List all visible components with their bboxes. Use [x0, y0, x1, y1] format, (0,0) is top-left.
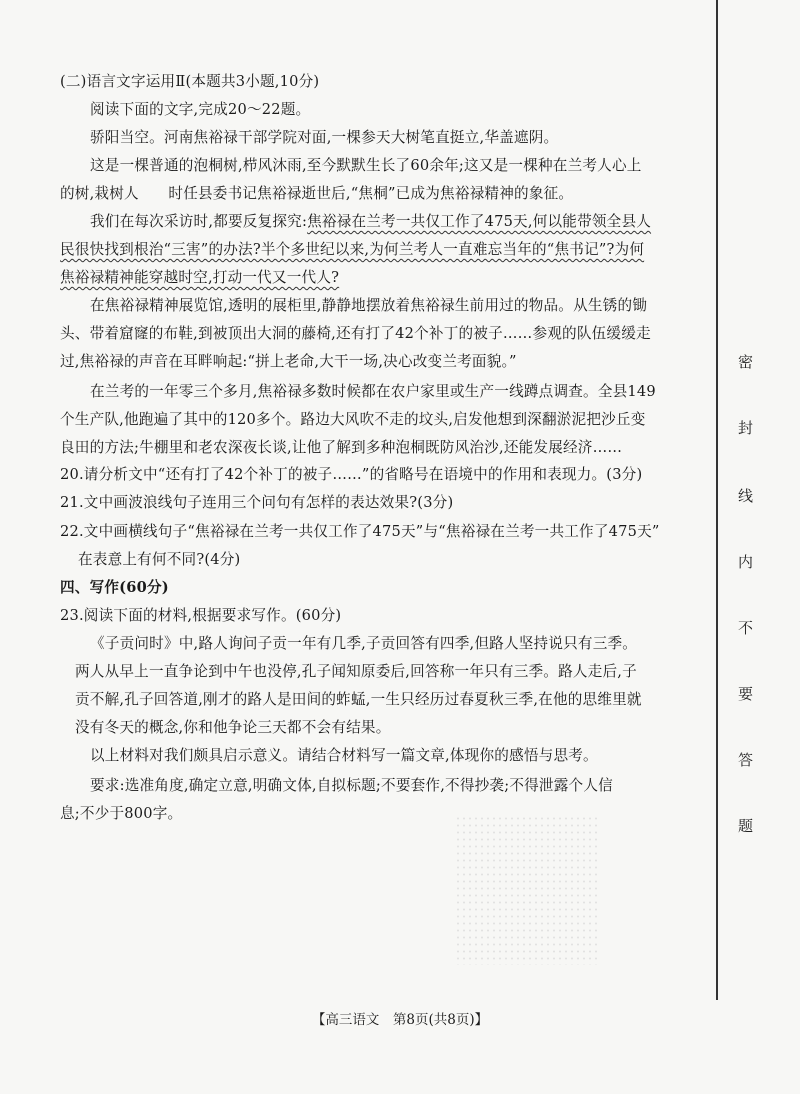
- passage-para-5-line-2: 个生产队,他跑遍了其中的120多个。路边大风吹不走的坟头,启发他想到深翻淤泥把沙丘变: [60, 411, 646, 428]
- seal-char-5: 不: [738, 619, 754, 637]
- question-20: 20.请分析文中“还有打了42个补丁的被子……”的省略号在语境中的作用和表现力。(3分): [60, 466, 643, 483]
- passage-para-2-line-2: 的树,栽树人 时任县委书记焦裕禄逝世后,“焦桐”已成为焦裕禄精神的象征。: [60, 185, 574, 202]
- reading-instruction: 阅读下面的文字,完成20～22题。: [90, 101, 311, 118]
- seal-char-7: 答: [738, 751, 754, 769]
- question-21: 21.文中画波浪线句子连用三个问句有怎样的表达效果?(3分): [60, 494, 454, 511]
- seal-char-2: 封: [738, 419, 754, 437]
- wavy-underlined-sentence-part-1: 焦裕禄在兰考一共仅工作了475天,何以能带领全县人: [307, 213, 652, 230]
- question-22-line-2: 在表意上有何不同?(4分): [78, 551, 241, 568]
- passage-para-1: 骄阳当空。河南焦裕禄干部学院对面,一棵参天大树笔直挺立,华盖遮阴。: [90, 129, 559, 146]
- wavy-underlined-sentence-part-3: 焦裕禄精神能穿越时空,打动一代又一代人?: [60, 269, 340, 286]
- seal-char-3: 线: [738, 487, 754, 505]
- passage-para-3-lead: 我们在每次采访时,都要反复探究:: [90, 213, 308, 230]
- passage-para-3-line-1: [90, 212, 651, 232]
- material-line-2: 两人从早上一直争论到中午也没停,孔子闻知原委后,回答称一年只有三季。路人走后,子: [75, 663, 637, 680]
- seal-char-8: 题: [738, 817, 754, 835]
- passage-para-4-line-3: 过,焦裕禄的声音在耳畔响起:“拼上老命,大干一场,决心改变兰考面貌。”: [60, 353, 517, 370]
- material-line-3: 贡不解,孔子回答道,刚才的路人是田间的蚱蜢,一生只经历过春夏秋三季,在他的思维里就: [75, 691, 642, 708]
- requirements-line-2: 息;不少于800字。: [60, 805, 183, 822]
- page-footer: 【高三语文 第8页(共8页)】: [311, 1012, 489, 1028]
- passage-para-5-line-3: 良田的方法;牛棚里和老农深夜长谈,让他了解到多种泡桐既防风治沙,还能发展经济……: [60, 439, 623, 456]
- passage-para-4-line-1: 在焦裕禄精神展览馆,透明的展柜里,静静地摆放着焦裕禄生前用过的物品。从生锈的锄: [90, 297, 648, 314]
- section-2-heading: (二)语言文字运用Ⅱ(本题共3小题,10分): [60, 73, 320, 90]
- passage-para-4-line-2: 头、带着窟窿的布鞋,到被顶出大洞的藤椅,还有打了42个补丁的被子……参观的队伍缓缓走: [60, 325, 651, 342]
- section-4-heading: 四、写作(60分): [60, 579, 169, 596]
- seal-char-4: 内: [738, 553, 754, 571]
- material-line-5: 以上材料对我们颇具启示意义。请结合材料写一篇文章,体现你的感悟与思考。: [90, 747, 598, 764]
- seal-char-1: 密: [738, 353, 754, 371]
- material-line-4: 没有冬天的概念,你和他争论三天都不会有结果。: [75, 719, 391, 736]
- wavy-underlined-sentence-part-2: 民很快找到根治“三害”的办法?半个多世纪以来,为何兰考人一直难忘当年的“焦书记”?为何: [60, 241, 645, 258]
- passage-para-2-line-1: 这是一棵普通的泡桐树,栉风沐雨,至今默默生长了60余年;这又是一棵种在兰考人心上: [90, 157, 642, 174]
- passage-para-5-line-1: 在兰考的一年零三个多月,焦裕禄多数时候都在农户家里或生产一线蹲点调查。全县149: [90, 383, 656, 400]
- question-22-line-1: 22.文中画横线句子“焦裕禄在兰考一共仅工作了475天”与“焦裕禄在兰考一共工作了475天”: [60, 523, 660, 540]
- question-23: 23.阅读下面的材料,根据要求写作。(60分): [60, 607, 342, 624]
- seal-char-6: 要: [738, 685, 754, 703]
- material-line-1: 《子贡问时》中,路人询问子贡一年有几季,子贡回答有四季,但路人坚持说只有三季。: [90, 635, 638, 652]
- scan-noise: [455, 815, 600, 965]
- requirements-line-1: 要求:选准角度,确定立意,明确文体,自拟标题;不要套作,不得抄袭;不得泄露个人信: [90, 777, 613, 794]
- binding-line: [716, 0, 718, 1000]
